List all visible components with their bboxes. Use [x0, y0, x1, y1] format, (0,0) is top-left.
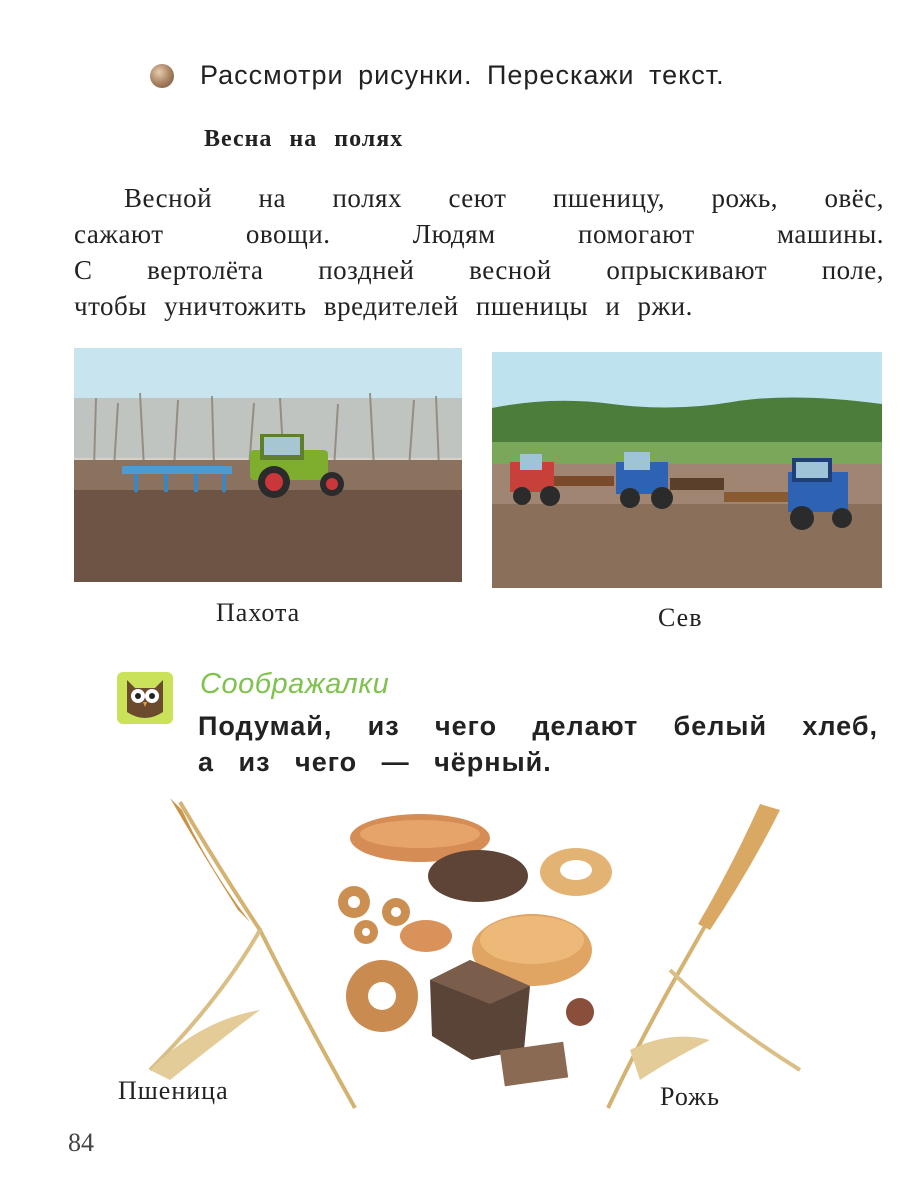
owl-icon	[117, 672, 173, 724]
brain-teaser-heading: Соображалки	[200, 668, 390, 700]
question-line: Подумай, из чего делают белый хлеб,	[198, 711, 878, 741]
rye-stalk	[608, 804, 800, 1108]
brain-teaser-question	[198, 708, 878, 780]
photo-ploughing	[74, 348, 462, 582]
question-line: а из чего — чёрный.	[198, 747, 552, 777]
text-line: чтобы уничтожить вредителей пшеницы и ржи.	[74, 291, 693, 321]
photo-sowing	[492, 352, 882, 588]
text-line: сажают овощи. Людям помогают машины.	[74, 219, 884, 249]
label-rye: Рожь	[660, 1082, 720, 1111]
caption-sowing: Сев	[658, 603, 703, 632]
bread-and-grain-drawing	[110, 790, 830, 1120]
task-instruction-row	[150, 60, 725, 91]
bread-illustration	[110, 790, 830, 1120]
text-paragraph	[74, 180, 884, 324]
task-instruction: Рассмотри рисунки. Перескажи текст.	[200, 60, 725, 90]
ploughing-scene	[74, 348, 462, 582]
text-title: Весна на полях	[204, 126, 404, 152]
page-number: 84	[68, 1128, 94, 1157]
bullet-icon	[150, 64, 174, 88]
text-line: Весной на полях сеют пшеницу, рожь, овёс,	[124, 183, 884, 213]
caption-ploughing: Пахота	[216, 598, 301, 627]
sowing-scene	[492, 352, 882, 588]
label-wheat: Пшеница	[118, 1076, 229, 1105]
wheat-stalk	[150, 798, 355, 1108]
text-line: С вертолёта поздней весной опрыскивают поле,	[74, 255, 884, 285]
